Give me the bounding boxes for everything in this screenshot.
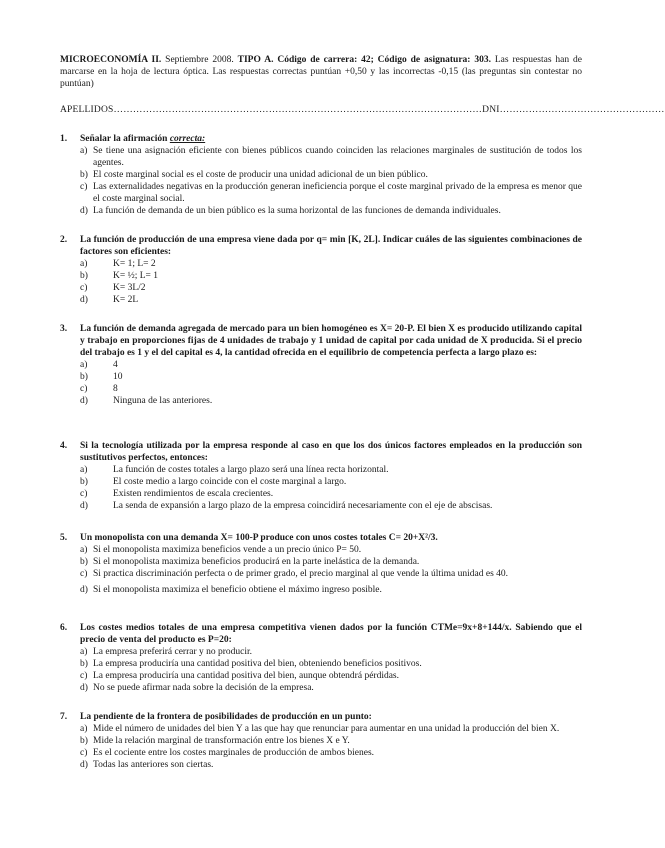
question-number: 3. — [60, 324, 68, 334]
option-a: a) 4 — [80, 360, 118, 370]
question-5 — [60, 532, 582, 596]
question-stem: La pendiente de la frontera de posibilidades de producción en un punto: — [80, 712, 372, 722]
option-c: c) K= 3L/2 — [80, 283, 146, 293]
question-stem: Los costes medios totales de una empresa competitiva vienen dados por la función CTMe=9x+8+144/x. Sabiendo que el precio de venta del producto es P=20: — [80, 623, 582, 645]
question-number: 1. — [60, 134, 68, 144]
option-c: c) Las externalidades negativas en la producción generan ineficiencia porque el coste marginal privado de la empresa es menor que el coste marginal social. — [80, 182, 582, 204]
option-d: d) La senda de expansión a largo plazo de la empresa coincidirá necesariamente con el eje de abscisas. — [80, 501, 493, 511]
option-b: b) El coste medio a largo coincide con el coste marginal a largo. — [80, 477, 347, 487]
question-stem: La función de producción de una empresa viene dada por q= min [K, 2L]. Indicar cuáles de las siguientes combinaciones de factores son eficientes: — [80, 235, 582, 257]
option-b: b) Mide la relación marginal de transformación entre los bienes X e Y. — [80, 736, 350, 746]
apellidos-label: APELLIDOS — [60, 105, 114, 115]
option-c: c) 8 — [80, 384, 118, 394]
course-title: MICROECONOMÍA II. — [60, 55, 162, 65]
option-a: a) K= 1; L= 2 — [80, 259, 156, 269]
question-number: 6. — [60, 623, 68, 633]
exam-instructions: Las respuestas han de marcarse en la hoja de lectura óptica. Las respuestas correctas puntúan +0,50 y las incorrectas -0,15 (las preguntas sin contestar no puntúan) — [60, 55, 582, 89]
question-2 — [60, 234, 582, 306]
question-4 — [60, 440, 582, 512]
question-number: 7. — [60, 712, 68, 722]
option-b: b) La empresa produciría una cantidad positiva del bien, obteniendo beneficios positivos. — [80, 659, 422, 669]
exam-header — [60, 54, 582, 90]
option-c: c) Es el cociente entre los costes marginales de producción de ambos bienes. — [80, 748, 375, 758]
question-number: 2. — [60, 235, 68, 245]
question-3 — [60, 323, 582, 407]
option-b: b) Si el monopolista maximiza beneficios producirá en la parte inelástica de la demanda. — [80, 557, 420, 567]
option-d: d) Todas las anteriores son ciertas. — [80, 760, 214, 770]
question-6 — [60, 622, 582, 694]
option-c: c) Existen rendimientos de escala crecientes. — [80, 489, 274, 499]
option-d: d) Ninguna de las anteriores. — [80, 396, 213, 406]
option-c: c) Si practica discriminación perfecta o de primer grado, el precio marginal al que vende la última unidad es 40. — [80, 569, 509, 579]
question-stem: Señalar la afirmación correcta: — [80, 134, 206, 144]
option-a: a) La empresa preferirá cerrar y no producir. — [80, 647, 253, 657]
question-stem: Si la tecnología utilizada por la empresa responde al caso en que los dos únicos factores empleados en la producción son sustitutivos perfectos, entonces: — [80, 441, 582, 463]
option-a: a) La función de costes totales a largo plazo será una línea recta horizontal. — [80, 465, 389, 475]
apellidos-blank: …………………………………………………………………………………………………… — [113, 105, 483, 115]
question-7 — [60, 711, 582, 771]
option-c: c) La empresa produciría una cantidad positiva del bien, aunque obtendrá pérdidas. — [80, 671, 399, 681]
dni-blank: …………………………………………… — [499, 105, 665, 115]
exam-type: TIPO A. Código de carrera: 42; Código de asignatura: 303. — [237, 55, 491, 65]
question-1 — [60, 133, 582, 217]
option-d: d) No se puede afirmar nada sobre la decisión de la empresa. — [80, 683, 314, 693]
option-b: b) El coste marginal social es el coste de producir una unidad adicional de un bien público. — [80, 170, 428, 180]
option-a: a) Mide el número de unidades del bien Y a las que hay que renunciar para aumentar en una unidad la producción del bien X. — [80, 724, 560, 734]
exam-date: Septiembre 2008. — [161, 55, 238, 65]
dni-label: DNI — [482, 105, 500, 115]
option-d: d) La función de demanda de un bien público es la suma horizontal de las funciones de demanda individuales. — [80, 206, 501, 216]
option-b: b) 10 — [80, 372, 123, 382]
option-a: a) Si el monopolista maximiza beneficios vende a un precio único P= 50. — [80, 545, 362, 555]
option-d: d) K= 2L — [80, 295, 139, 305]
option-a: a) Se tiene una asignación eficiente con bienes públicos cuando coinciden las relaciones marginales de sustitución de todos los agentes. — [80, 146, 582, 168]
question-stem: Un monopolista con una demanda X= 100-P produce con unos costes totales C= 20+X²/3. — [80, 533, 438, 543]
option-d: d) Si el monopolista maximiza el beneficio obtiene el máximo ingreso posible. — [80, 585, 382, 595]
question-number: 4. — [60, 441, 68, 451]
question-number: 5. — [60, 533, 68, 543]
name-line — [60, 104, 665, 116]
question-stem: La función de demanda agregada de mercado para un bien homogéneo es X= 20-P. El bien X es producido utilizando capital y trabajo en proporciones fijas de 4 unidades de trabajo y 1 unidad de capital por cada unidad de X producida. Si el precio del trabajo es 1 y el del capital es 4, la cantidad ofrecida en el equilibrio de competencia perfecta a largo plazo es: — [80, 324, 583, 358]
option-b: b) K= ½; L= 1 — [80, 271, 159, 281]
